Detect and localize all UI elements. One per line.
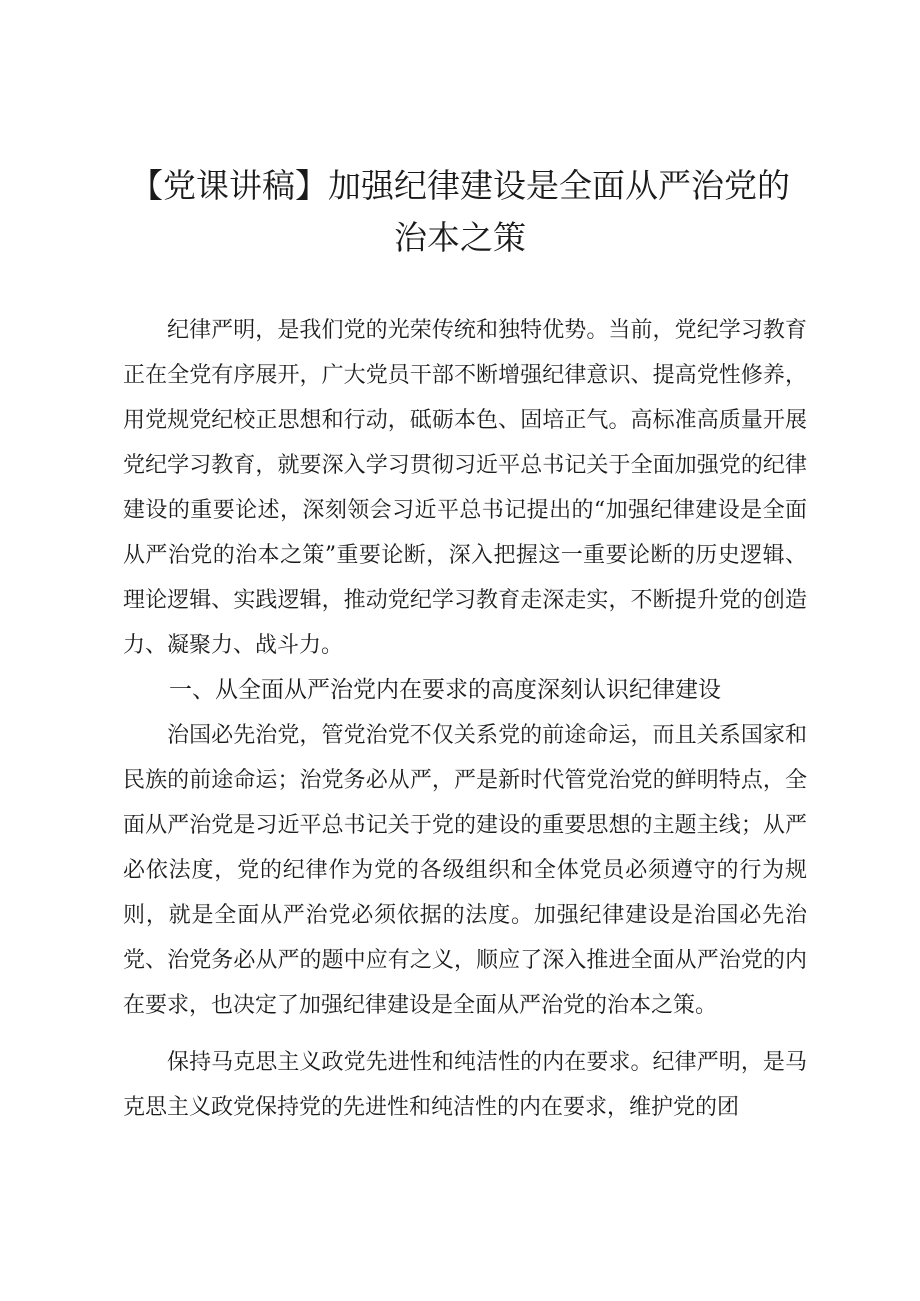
title-line-2: 治本之策 (394, 218, 526, 257)
section-heading: 一、从全面从严治党内在要求的高度深刻认识纪律建设 (169, 677, 721, 703)
title-line-1: 【党课讲稿】加强纪律建设是全面从严治党的 (130, 166, 790, 205)
intro-paragraph: 纪律严明，是我们党的光荣传统和独特优势。当前，党纪学习教育正在全党有序展开，广大党员干部不断增强纪律意识、提高党性修养，用党规党纪校正思想和行动，砥砺本色、固培正气。高标准高质量开展党纪学习教育，就要深入学习贯彻习近平总书记关于全面加强党的纪律建设的重要论述，深刻领会习近平总书记提出的“加强纪律建设是全面从严治党的治本之策”重要论断，深入把握这一重要论断的历史逻辑、理论逻辑、实践逻辑，推动党纪学习教育走深走实，不断提升党的创造力、凝聚力、战斗力。 (123, 318, 807, 658)
section-paragraph-2: 保持马克思主义政党先进性和纯洁性的内在要求。纪律严明，是马克思主义政党保持党的先进性和纯洁性的内在要求，维护党的团 (123, 1050, 807, 1120)
paragraph-spacer (123, 1028, 807, 1040)
section-paragraph-1: 治国必先治党，管党治党不仅关系党的前途命运，而且关系国家和民族的前途命运；治党务必从严，严是新时代管党治党的鲜明特点，全面从严治党是习近平总书记关于党的建设的重要思想的主题主线；从严必依法度，党的纪律作为党的各级组织和全体党员必须遵守的行为规则，就是全面从严治党必须依据的法度。加强纪律建设是治国必先治党、治党务必从严的题中应有之义，顺应了深入推进全面从严治党的内在要求，也决定了加强纪律建设是全面从严治党的治本之策。 (123, 723, 807, 1018)
document-body (123, 308, 807, 1130)
document-title (110, 160, 810, 264)
